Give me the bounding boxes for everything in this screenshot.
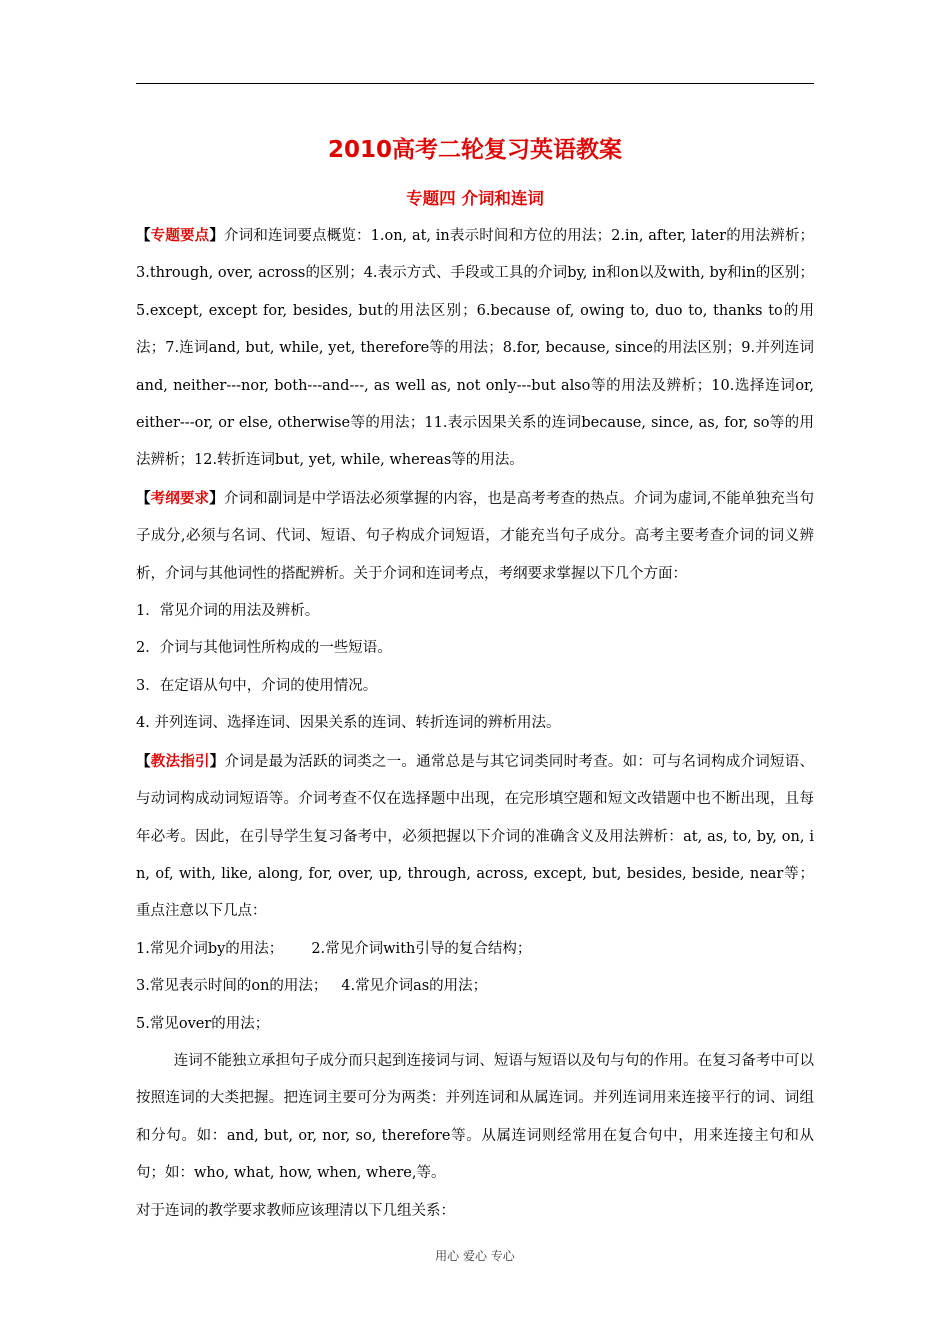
syllabus-item: 1．常见介词的用法及辨析。 (136, 603, 320, 620)
teaching-label: 教法指引 (150, 752, 210, 770)
syllabus-item: 4. 并列连词、选择连词、因果关系的连词、转折连词的辨析用法。 (136, 715, 561, 732)
syllabus-heading: 【考纲要求】 (136, 489, 224, 507)
focus-item: 5.常见over的用法； (136, 1015, 270, 1032)
focus-item: 4.常见介词as的用法； (341, 978, 488, 995)
syllabus-label: 考纲要求 (150, 489, 210, 507)
focus-line-3 (136, 1006, 814, 1043)
key-points-text: 介词和连词要点概览：1.on, at, in表示时间和方位的用法；2.in, after, later的用法辨析；3.through, over, across的区别；4.表示方式、手段或工具的介词by, in和on以及with, by和in的区别；5.except, except for, besides, but的用法区别；6.because of, owing to, duo to, thanks to的用法；7.连词and, but, while, yet, therefore等的用法；8.for, because, since的用法区别；9.并列连词and, neither---nor, both---and---, as well as, not only---but also等的用法及辨析；10.选择连词or, either---or, or else, otherwise等的用法；11.表示因果关系的连词because, since, as, for, so等的用法辨析；12.转折连词but, yet, while, whereas等的用法。 (136, 228, 815, 469)
page-footer: 用心 爱心 专心 (435, 1249, 515, 1263)
teaching-paragraph (136, 743, 814, 931)
focus-item: 2.常见介词with引导的复合结构； (311, 940, 532, 957)
document-title: 2010高考二轮复习英语教案 (327, 137, 622, 163)
conjunctions-closing: 对于连词的教学要求教师应该理清以下几组关系： (136, 1202, 455, 1219)
key-points-paragraph (136, 217, 814, 480)
focus-item: 3.常见表示时间的on的用法； (136, 978, 328, 995)
focus-item: 1.常见介词by的用法； (136, 940, 284, 957)
focus-line-1 (136, 931, 814, 968)
syllabus-item: 2．介词与其他词性所构成的一些短语。 (136, 640, 392, 657)
syllabus-paragraph (136, 480, 814, 593)
key-points-label: 专题要点 (150, 227, 210, 244)
syllabus-item: 3．在定语从句中，介词的使用情况。 (136, 677, 378, 694)
teaching-text: 介词是最为活跃的词类之一。通常总是与其它词类同时考查。如：可与名词构成介词短语、与动词构成动词短语等。介词考查不仅在选择题中出现，在完形填空题和短文改错题中也不断出现，且每年必考。因此，在引导学生复习备考中，必须把握以下介词的准确含义及用法辨析：at, as, to, by, on, in, of, with, like, along, for, over, up, through, across, except, but, besides, beside, near等；重点注意以下几点： (136, 753, 815, 920)
document-subtitle: 专题四 介词和连词 (406, 189, 544, 208)
teaching-heading: 【教法指引】 (136, 752, 225, 770)
conjunctions-paragraph: 连词不能独立承担句子成分而只起到连接词与词、短语与短语以及句与句的作用。在复习备考中可以按照连词的大类把握。把连词主要可分为两类：并列连词和从属连词。并列连词用来连接平行的词、词组和分句。如：and, but, or, nor, so, therefore等。从属连词则经常用在复合句中，用来连接主句和从句；如：who, what, how, when, where,等。 (136, 1052, 814, 1182)
document-body (136, 217, 814, 1230)
focus-line-2 (136, 968, 814, 1005)
key-points-heading: 【专题要点】 (136, 227, 225, 244)
header-rule (136, 83, 814, 84)
syllabus-text: 介词和副词是中学语法必须掌握的内容，也是高考考查的热点。介词为虚词,不能单独充当句子成分,必须与名词、代词、短语、句子构成介词短语，才能充当句子成分。高考主要考查介词的词义辨析，介词与其他词性的搭配辨析。关于介词和连词考点，考纲要求掌握以下几个方面： (136, 490, 815, 582)
